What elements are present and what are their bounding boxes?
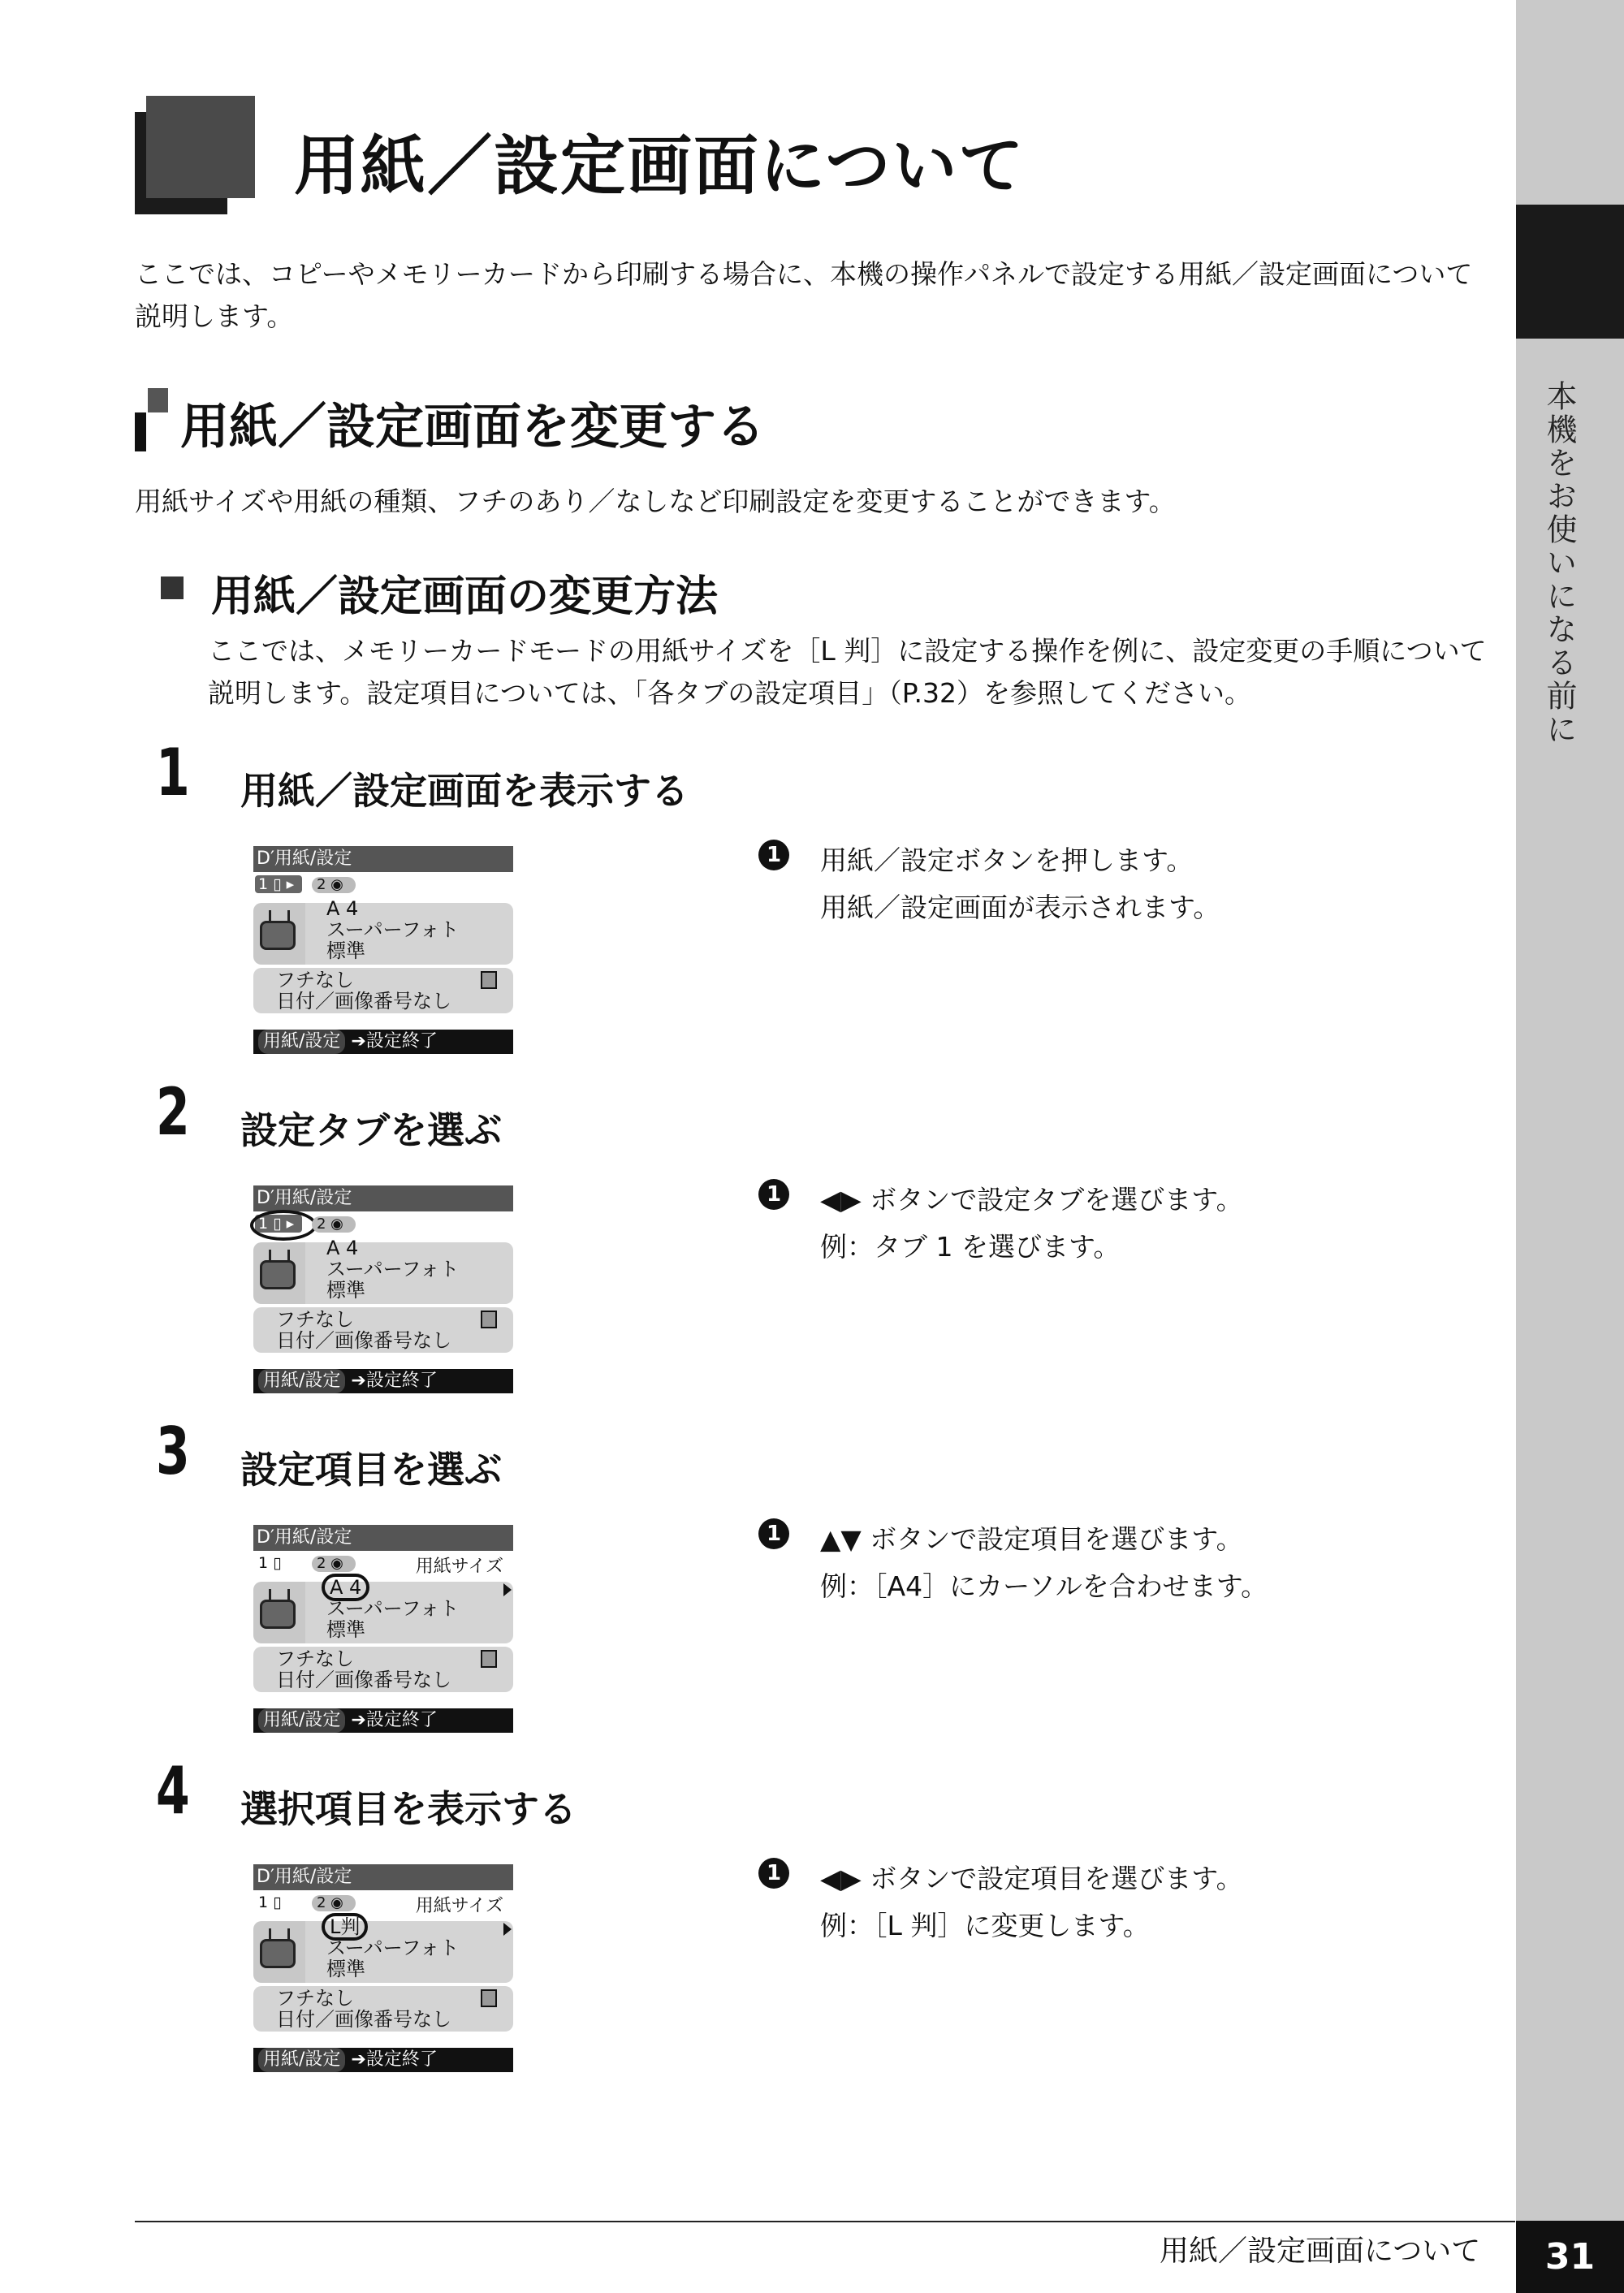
date-option: 日付／画像番号なし [276,1329,451,1352]
section-heading: 用紙／設定画面を変更する [180,399,765,456]
quality-value: 標準 [326,1618,365,1641]
border-option: フチなし [276,1308,354,1331]
lcd-footer: 用紙/設定 ➔設定終了 [253,2048,513,2072]
step-title: 用紙／設定画面を表示する [240,769,689,813]
footer-title: 用紙／設定画面について [1160,2235,1481,2268]
tab-1: 1 ▯ ▸ [255,1215,302,1233]
paper-type-value: スーパーフォト [326,1937,460,1959]
lcd-header: D′用紙/設定 [253,1525,513,1551]
paper-type-value: スーパーフォト [326,1258,460,1280]
lcd-screen [253,1525,513,1733]
tab-2: 2 ◉ [312,1895,356,1911]
lcd-footer: 用紙/設定 ➔設定終了 [253,1369,513,1393]
section-description: 用紙サイズや用紙の種類、フチのあり／なしなど印刷設定を変更することができます。 [135,486,1176,517]
step-bullet: 1 [758,1518,789,1549]
arrow-right-icon [503,1583,512,1596]
paper-size-value: A 4 [326,897,359,920]
paper-size-value: A 4 [326,1237,359,1259]
tab-2: 2 ◉ [312,1556,356,1572]
date-option: 日付／画像番号なし [276,2008,451,2031]
document-icon [481,971,497,989]
intro-text: ここでは、コピーやメモリーカードから印刷する場合に、本機の操作パネルで設定する用紙／設定画面について説明します。 [135,258,1473,332]
printer-icon [253,1921,305,1983]
tab-label: 用紙サイズ [415,1896,503,1916]
date-option: 日付／画像番号なし [276,1669,451,1691]
step-note: 例：［A4］にカーソルを合わせます。 [820,1570,1268,1602]
tab-2: 2 ◉ [312,877,356,893]
step-title: 設定項目を選ぶ [240,1448,502,1492]
tab-1: 1 ▯ [258,1894,282,1911]
arrow-right-icon [503,1923,512,1936]
step-instruction: 用紙／設定ボタンを押します。 [820,844,1194,876]
tab-2: 2 ◉ [312,1216,356,1233]
subsection-heading: 用紙／設定画面の変更方法 [211,572,719,621]
border-option: フチなし [276,1987,354,2010]
lcd-tabs [253,874,513,895]
step-instruction: ▲▼ ボタンで設定項目を選びます。 [820,1523,1243,1555]
tab-1: 1 ▯ ▸ [255,875,302,893]
step-number: 1 [156,735,190,810]
step-instruction: ◀▶ ボタンで設定項目を選びます。 [820,1863,1243,1894]
lcd-header: D′用紙/設定 [253,1185,513,1211]
border-option: フチなし [276,969,354,991]
step-number: 2 [156,1074,190,1150]
lcd-footer: 用紙/設定 ➔設定終了 [253,1030,513,1054]
step-title: 設定タブを選ぶ [240,1108,502,1152]
step-note: 例：［L 判］に変更します。 [820,1910,1150,1941]
tab-label: 用紙サイズ [415,1557,503,1577]
lcd-tabs [253,1892,513,1916]
section-marker [135,412,146,451]
section-marker-accent [148,388,168,412]
lcd-screen [253,1185,513,1393]
printer-icon [253,1582,305,1643]
step-bullet: 1 [758,1858,789,1889]
document-icon [481,1989,497,2007]
side-tab-band [1516,0,1624,2293]
document-icon [481,1311,497,1328]
date-option: 日付／画像番号なし [276,990,451,1013]
step-instruction: ◀▶ ボタンで設定タブを選びます。 [820,1184,1243,1216]
step-bullet: 1 [758,1179,789,1210]
lcd-header: D′用紙/設定 [253,846,513,872]
footer-rule [135,2221,1515,2222]
subsection-description: ここでは、メモリーカードモードの用紙サイズを［L 判］に設定する操作を例に、設定変更の手順について説明します。設定項目については、「各タブの設定項目」（P.32）を参照してください。 [208,635,1487,709]
paper-type-value: スーパーフォト [326,918,460,941]
page-number: 31 [1516,2221,1624,2293]
lcd-screen [253,1864,513,2072]
step-note: 例：タブ 1 を選びます。 [820,1231,1121,1263]
border-option: フチなし [276,1647,354,1670]
printer-icon [253,1242,305,1304]
step-number: 4 [156,1753,190,1829]
title-square [146,96,255,198]
lcd-screen [253,846,513,1054]
side-tab-label: 本機をお使いになる前に [1541,380,1577,746]
quality-value: 標準 [326,939,365,962]
paper-size-value: L判 [322,1913,368,1941]
quality-value: 標準 [326,1958,365,1980]
paper-type-value: スーパーフォト [326,1597,460,1620]
document-icon [481,1650,497,1668]
tab-1: 1 ▯ [258,1554,282,1572]
lcd-footer: 用紙/設定 ➔設定終了 [253,1708,513,1733]
subsection-bullet [161,576,184,599]
lcd-header: D′用紙/設定 [253,1864,513,1890]
step-title: 選択項目を表示する [240,1787,577,1831]
lcd-tabs [253,1213,513,1234]
side-tab-marker [1516,205,1624,339]
lcd-tabs [253,1552,513,1577]
printer-icon [253,903,305,965]
step-number: 3 [156,1414,190,1489]
page-title: 用紙／設定画面について [294,128,1026,204]
quality-value: 標準 [326,1279,365,1302]
step-note: 用紙／設定画面が表示されます。 [820,892,1220,923]
step-bullet: 1 [758,840,789,870]
paper-size-value: A 4 [322,1574,369,1601]
